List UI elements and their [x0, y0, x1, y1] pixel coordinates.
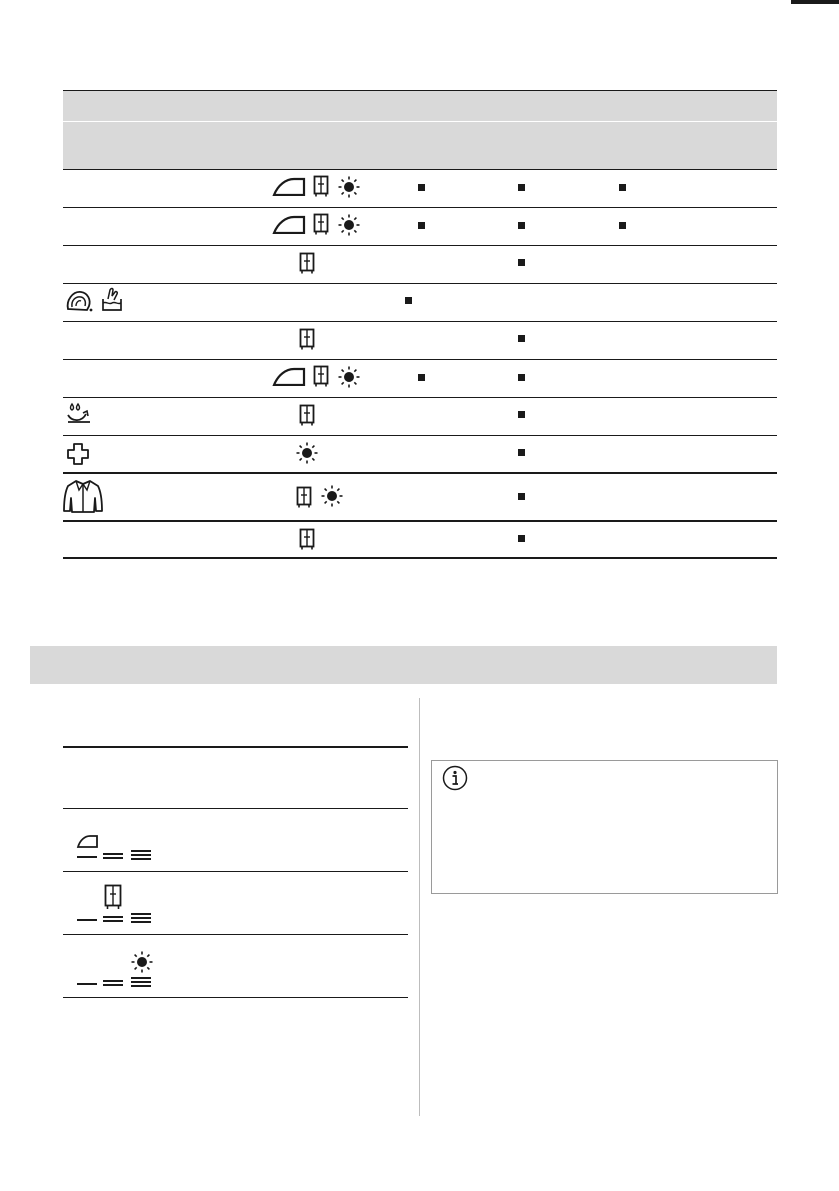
selected-mark	[518, 335, 525, 342]
selected-mark	[418, 374, 425, 381]
selected-mark	[518, 535, 525, 542]
row-separator	[63, 169, 777, 170]
cabinet-icon	[313, 213, 329, 235]
refresh-icon	[66, 402, 92, 424]
row-separator	[63, 207, 777, 208]
dryness-level-2-icon	[76, 911, 156, 923]
selected-mark	[418, 222, 425, 229]
dryness-top-rule	[63, 746, 408, 748]
cabinet-icon	[299, 328, 315, 350]
handwash-icon	[100, 287, 124, 313]
selected-mark	[518, 493, 525, 500]
column-divider	[419, 698, 420, 1116]
dryness-level-3-icon	[76, 975, 156, 987]
table-header-band	[63, 90, 777, 170]
dryness-bottom-rule	[63, 997, 408, 998]
cabinet-icon	[313, 365, 329, 387]
selected-mark	[518, 184, 525, 191]
page-corner-tab	[791, 0, 839, 4]
table-bottom-rule	[63, 557, 777, 559]
selected-mark	[518, 449, 525, 456]
row-separator	[63, 520, 777, 522]
selected-mark	[518, 374, 525, 381]
sun-icon	[131, 951, 153, 973]
iron-icon	[272, 366, 308, 386]
row-separator	[63, 472, 777, 474]
row-separator	[63, 435, 777, 436]
sun-icon	[338, 366, 360, 388]
dryness-level-1-icon	[76, 848, 156, 860]
cabinet-icon	[299, 528, 315, 550]
selected-mark	[619, 184, 626, 191]
table-header-divider	[63, 121, 777, 122]
dryness-row-separator	[63, 871, 408, 872]
selected-mark	[619, 222, 626, 229]
selected-mark	[518, 259, 525, 266]
duvet-icon	[66, 442, 90, 466]
selected-mark	[518, 411, 525, 418]
info-icon	[442, 765, 468, 791]
row-separator	[63, 397, 777, 398]
cabinet-icon	[299, 252, 315, 274]
sun-icon	[338, 176, 360, 198]
row-separator	[63, 359, 777, 360]
jacket-icon	[62, 478, 104, 514]
cabinet-icon	[104, 884, 122, 910]
sun-icon	[321, 485, 343, 507]
iron-icon	[76, 834, 100, 848]
sun-icon	[338, 214, 360, 236]
row-separator	[63, 245, 777, 246]
cabinet-icon	[313, 175, 329, 197]
info-note-box	[431, 760, 778, 894]
selected-mark	[418, 184, 425, 191]
selected-mark	[518, 222, 525, 229]
iron-icon	[272, 176, 308, 196]
table-top-rule	[63, 90, 777, 91]
cabinet-icon	[299, 404, 315, 426]
iron-icon	[272, 214, 308, 234]
section-heading-bar	[30, 646, 777, 684]
wool-icon	[65, 288, 93, 314]
row-separator	[63, 283, 777, 284]
row-separator	[63, 321, 777, 322]
dryness-row-separator	[63, 808, 408, 809]
cabinet-icon	[296, 486, 312, 508]
selected-mark	[405, 297, 412, 304]
dryness-row-separator	[63, 934, 408, 935]
sun-icon	[296, 442, 318, 464]
